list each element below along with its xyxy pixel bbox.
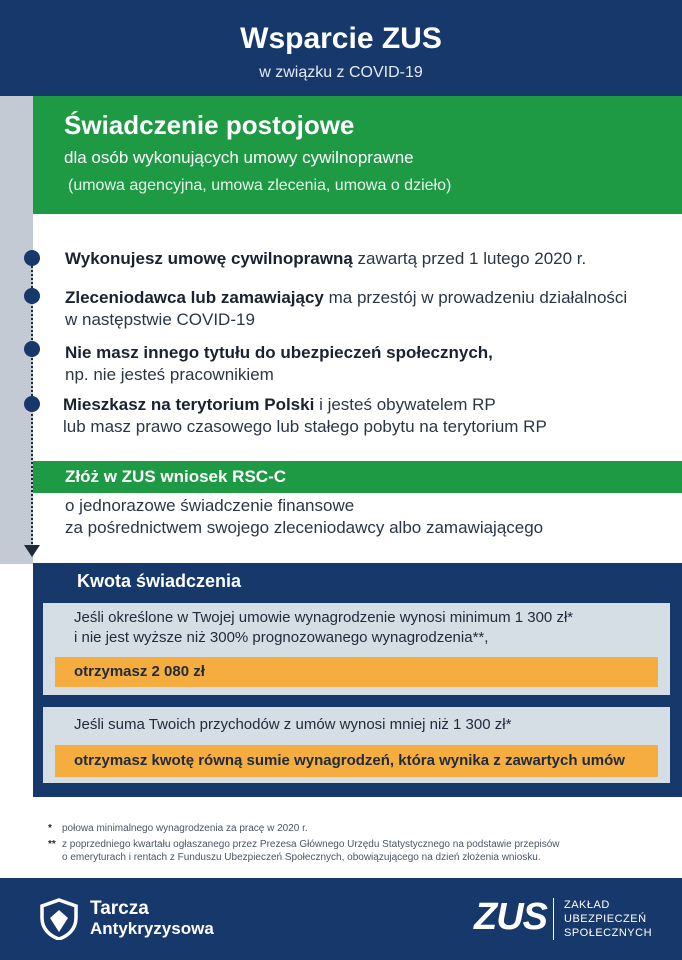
case-condition	[74, 608, 573, 648]
header	[0, 0, 682, 96]
page-subtitle: w związku z COVID-19	[259, 64, 423, 81]
footnote-text: połowa minimalnego wynagrodzenia za pracę w 2020 r.	[62, 823, 308, 834]
condition-text: ma przestój w prowadzeniu działalności	[328, 288, 628, 307]
footnote-text: o emeryturach i rentach z Funduszu Ubezpieczeń Społecznych, obowiązującego na dzień złożenia wniosku.	[62, 852, 541, 863]
case-line1: Jeśli określone w Twojej umowie wynagrodzenie wynosi minimum 1 300 zł*	[74, 609, 574, 626]
application-title: Złóż w ZUS wniosek RSC-C	[65, 467, 287, 486]
timeline-dot	[24, 288, 40, 304]
arrow-down-icon	[24, 545, 40, 557]
left-side-bar	[0, 96, 33, 564]
footer	[0, 878, 682, 960]
amount-title: Kwota świadczenia	[77, 571, 242, 591]
tarcza-logo-text: Tarcza	[90, 898, 149, 919]
timeline-dot	[24, 341, 40, 357]
condition-item	[63, 394, 547, 438]
timeline-dot	[24, 250, 40, 266]
contract-types: (umowa agencyjna, umowa zlecenia, umowa o dzieło)	[68, 177, 452, 194]
shield-icon	[39, 898, 79, 940]
benefit-title: Świadczenie postojowe	[64, 110, 355, 140]
condition-text: zawartą przed 1 lutego 2020 r.	[357, 249, 587, 268]
footnote	[48, 838, 560, 864]
application-line1: o jednorazowe świadczenie finansowe	[65, 496, 355, 515]
condition-text: i jesteś obywatelem RP	[319, 395, 496, 414]
condition-bold: Wykonujesz umowę cywilnoprawną	[65, 249, 353, 268]
case-condition: Jeśli suma Twoich przychodów z umów wynosi mniej niż 1 300 zł*	[74, 716, 512, 733]
timeline-dot	[24, 396, 40, 412]
condition-bold: Nie masz innego tytułu do ubezpieczeń społecznych,	[65, 343, 493, 362]
application-line2: za pośrednictwem swojego zleceniodawcy albo zamawiającego	[65, 518, 544, 537]
amount-section	[33, 563, 682, 797]
zus-logo: ZUS	[474, 896, 547, 938]
condition-line2: np. nie jesteś pracownikiem	[65, 365, 274, 384]
condition-item	[65, 248, 586, 270]
footnote-mark: *	[48, 823, 52, 834]
zus-full-name	[564, 898, 652, 940]
condition-bold: Mieszkasz na terytorium Polski	[63, 395, 315, 414]
divider	[553, 898, 554, 940]
condition-item	[65, 287, 627, 331]
condition-item	[65, 342, 493, 386]
condition-line2: lub masz prawo czasowego lub stałego pobytu na terytorium RP	[63, 417, 547, 436]
tarcza-logo-text: Antykryzysowa	[90, 919, 214, 938]
amount-case-box	[43, 707, 670, 783]
footnote	[48, 822, 560, 835]
zus-name-line: SPOŁECZNYCH	[564, 927, 653, 939]
footnotes	[48, 822, 560, 864]
footnote-text: z poprzedniego kwartału ogłaszanego przez Prezesa Głównego Urzędu Statystycznego na podstawie przepisów	[62, 839, 560, 850]
zus-name-line: UBEZPIECZEŃ	[564, 913, 647, 925]
amount-case-box	[43, 603, 670, 695]
application-text	[65, 495, 543, 539]
condition-bold: Zleceniodawca lub zamawiający	[65, 288, 324, 307]
benefit-subtitle: dla osób wykonujących umowy cywilnoprawne	[64, 148, 414, 167]
page-title: Wsparcie ZUS	[240, 22, 442, 55]
case-result: otrzymasz 2 080 zł	[55, 657, 658, 687]
condition-line2: w następstwie COVID-19	[65, 310, 255, 329]
footnote-mark: **	[48, 839, 56, 850]
case-line2: i nie jest wyższe niż 300% prognozowanego wynagrodzenia**,	[74, 629, 489, 646]
case-result: otrzymasz kwotę równą sumie wynagrodzeń, która wynika z zawartych umów	[55, 745, 658, 777]
benefit-banner	[33, 96, 682, 214]
zus-name-line: ZAKŁAD	[564, 899, 610, 911]
